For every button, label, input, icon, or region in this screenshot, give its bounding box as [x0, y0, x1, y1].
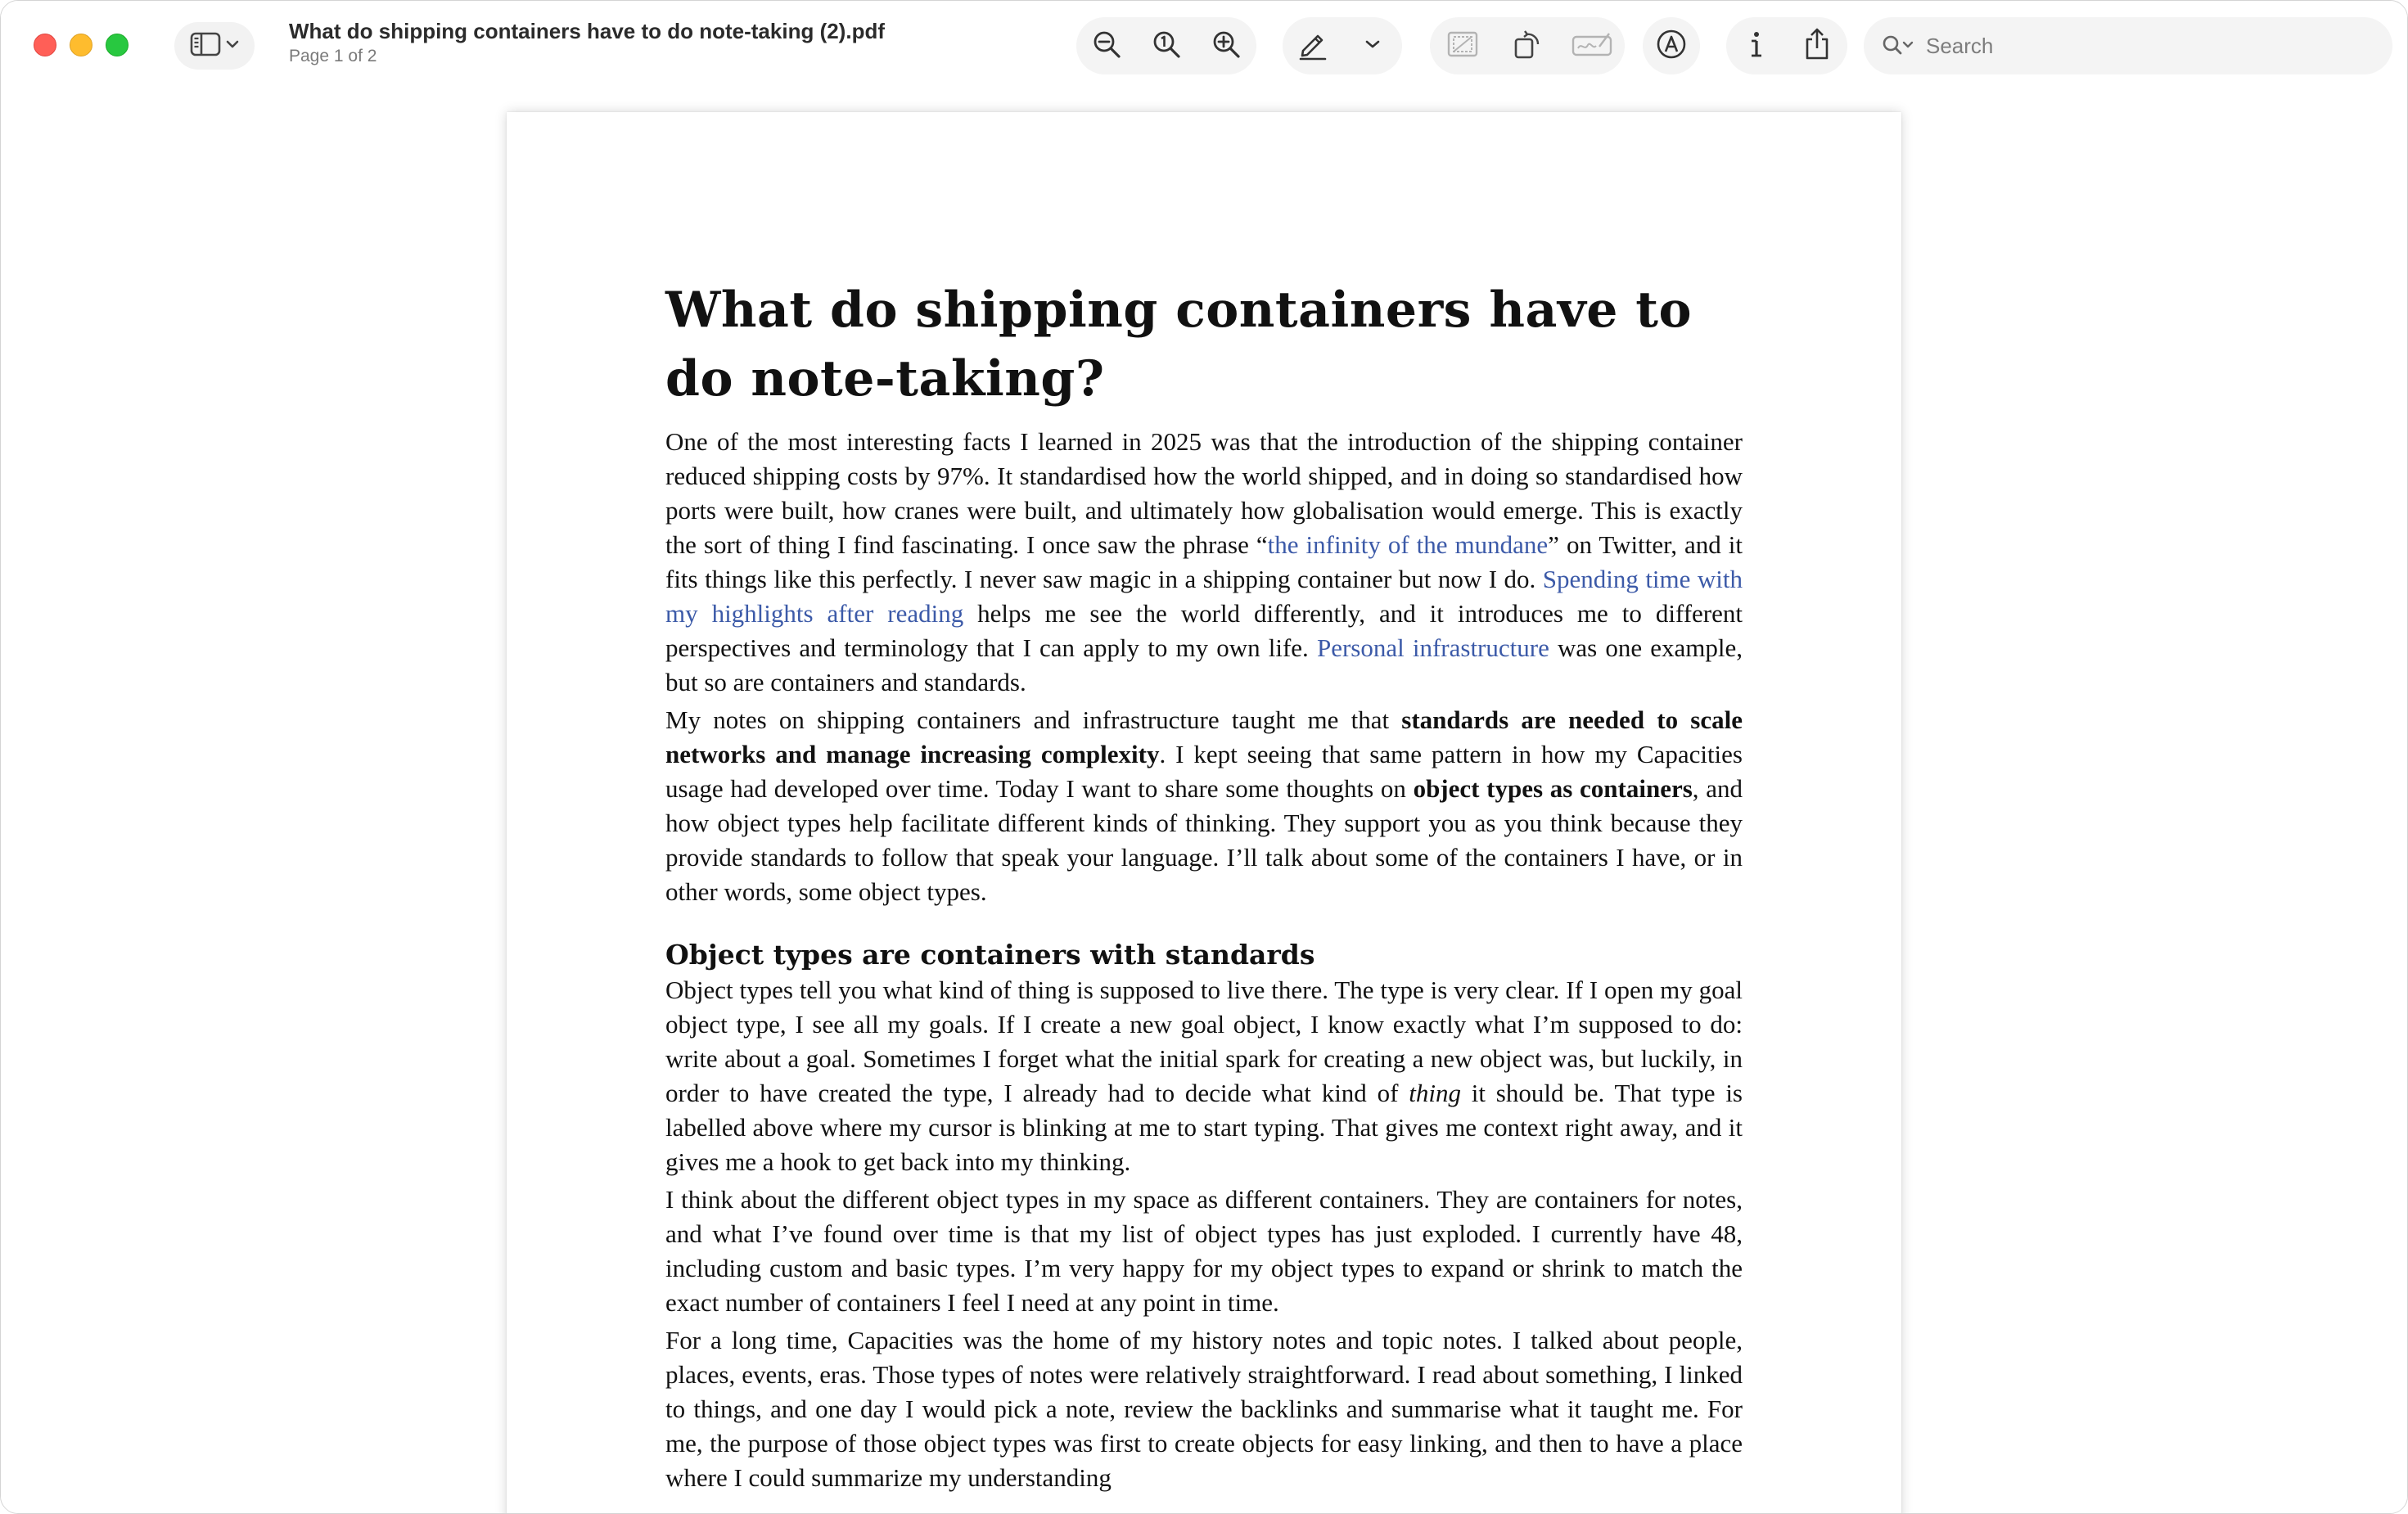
title-bar [1, 1, 2407, 92]
zoom-window-button[interactable] [106, 34, 129, 56]
paragraph-text: helps me see the world differently, and it introduces me to different perspectives and terminology that I can apply to my own life. [665, 599, 1743, 662]
markup-toolbar-toggle [1643, 17, 1700, 74]
info-icon [1747, 28, 1766, 65]
page-content [665, 276, 1743, 1498]
search-field[interactable] [1864, 17, 2392, 74]
bold-text: object types as containers [1413, 774, 1693, 803]
paragraph-object-types [665, 973, 1743, 1179]
bold-text: standards are needed to scale networks and manage increasing complexity [665, 705, 1743, 768]
share-icon [1802, 27, 1832, 65]
paragraph-containers: I think about the different object types in my space as different containers. They are containers for notes, and what I’ve found over time is that my list of object types has just exploded. I currently have 48, including custom and basic types. I’m very happy for my object types to expand or shrink to match the exact number of containers I feel I need at any point in time. [665, 1185, 1743, 1317]
zoom-in-icon [1211, 29, 1242, 64]
edit-tools [1430, 17, 1625, 74]
paragraph-intro [665, 425, 1743, 700]
paragraph-text: One of the most interesting facts I learned in 2025 was that the introduction of the shipping container reduced shipping costs by 97%. It standardised how the world shipped, and in doing so standardised how ports were built, how cranes were built, and ultimately how globalisation would emerge. This is exactly the sort of thing I find fascinating. I once saw the phrase “ [665, 427, 1743, 559]
page-indicator: Page 1 of 2 [289, 47, 377, 65]
document-viewer[interactable] [1, 92, 2407, 1514]
search-input[interactable] [1924, 33, 2370, 60]
link-spending-time-with-highlights[interactable]: Spending time with my highlights after reading [665, 565, 1743, 628]
signature-button[interactable] [1569, 23, 1615, 69]
paragraph-text: , and how object types help facilitate different kinds of thinking. They support you as you think because they provide standards to follow that speak your language. I’ll talk about some of the containers I have, or in other words, some object types. [665, 774, 1743, 906]
section-heading: Object types are containers with standards [665, 939, 1315, 971]
pdf-page [507, 112, 1901, 1514]
paragraph-text: it should be. That type is labelled above where my cursor is blinking at me to start typing. That gives me context right away, and it gives me a hook to get back into my thinking. [665, 1079, 1743, 1176]
link-infinity-of-the-mundane[interactable]: the infinity of the mundane [1267, 530, 1549, 559]
rotate-icon [1512, 28, 1543, 65]
document-title: What do shipping containers have to do note-taking (2).pdf [289, 19, 885, 43]
document-heading: What do shipping containers have to do note-taking? [665, 282, 1693, 408]
highlight-button[interactable] [1290, 23, 1336, 69]
sidebar-toggle-button[interactable] [174, 22, 255, 70]
italic-text: thing [1409, 1079, 1461, 1107]
crop-icon [1445, 29, 1480, 63]
info-share-controls [1726, 17, 1847, 74]
zoom-actual-icon [1151, 29, 1182, 64]
info-button[interactable] [1734, 23, 1779, 69]
zoom-in-button[interactable] [1203, 23, 1249, 69]
paragraph-text: ” on Twitter, and it fits things like this perfectly. I never saw magic in a shipping container but now I do. [665, 530, 1743, 593]
zoom-out-button[interactable] [1084, 23, 1130, 69]
share-button[interactable] [1794, 23, 1840, 69]
rotate-button[interactable] [1504, 23, 1550, 69]
pen-icon [1296, 28, 1329, 65]
minimize-window-button[interactable] [70, 34, 92, 56]
link-personal-infrastructure[interactable]: Personal infrastructure [1316, 633, 1549, 662]
paragraph-history-notes: For a long time, Capacities was the home of my history notes and topic notes. I talked about people, places, events, eras. Those types of notes were relatively straightforward. I read about something, I linked to things, and one day I would pick a note, review the backlinks and summarise what it taught me. For me, the purpose of those object types was first to create objects for easy linking, and then to have a place where I could summarize my understanding [665, 1326, 1743, 1492]
paragraph-text: was one example, but so are containers and standards. [665, 633, 1743, 696]
chevron-down-icon [1365, 38, 1380, 53]
paragraph-text: Object types tell you what kind of thing is supposed to live there. The type is very clear. If I open my goal object type, I see all my goals. If I create a new goal object, I know exactly what I’m supposed to do: write about a goal. Sometimes I forget what the initial spark for creating a new object was, but luckily, in order to have created the type, I already had to decide what kind of [665, 976, 1743, 1107]
close-window-button[interactable] [34, 34, 56, 56]
markup-icon [1655, 28, 1688, 65]
sidebar-icon [190, 32, 221, 61]
search-icon [1882, 34, 1914, 57]
chevron-down-icon [226, 38, 239, 53]
crop-button[interactable] [1440, 23, 1486, 69]
paragraph-standards [665, 703, 1743, 909]
signature-icon [1572, 30, 1612, 62]
paragraph-text: My notes on shipping containers and infrastructure taught me that [665, 705, 1402, 734]
zoom-out-icon [1091, 29, 1122, 64]
highlight-controls [1283, 17, 1402, 74]
zoom-controls [1076, 17, 1256, 74]
actual-size-button[interactable] [1143, 23, 1189, 69]
markup-button[interactable] [1648, 23, 1694, 69]
paragraph-text: . I kept seeing that same pattern in how my Capacities usage had developed over time. Today I want to share some thoughts on [665, 740, 1743, 803]
highlight-options-button[interactable] [1350, 23, 1396, 69]
